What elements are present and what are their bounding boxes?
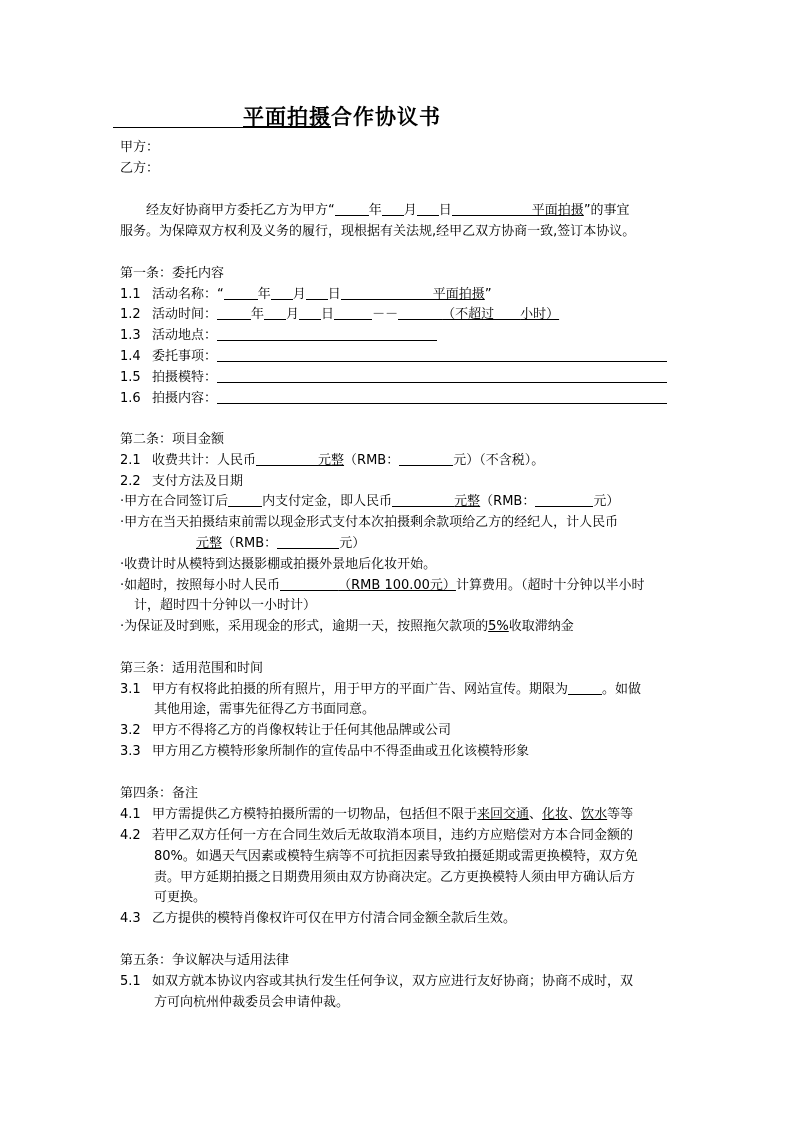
item-4-3 — [120, 909, 516, 929]
month-label: 月 — [286, 307, 300, 322]
payment-bullet-2-line-1: ·甲方在当天拍摄结束前需以现金形式支付本次拍摄剩余款项给乙方的经纪人，计人民币 — [120, 515, 619, 530]
separator: 、 — [568, 807, 582, 822]
event-blank — [341, 285, 433, 300]
item-1-5 — [120, 368, 667, 388]
item-3-1-line-1 — [120, 680, 641, 700]
item-number: 2.2 — [120, 474, 141, 489]
item-label: 活动时间： — [152, 307, 218, 322]
article-1-heading: 第一条：委托内容 — [120, 266, 225, 281]
bullet-text: ·为保证及时到账，采用现金的形式，逾期一天，按照拖欠款项的 — [120, 619, 489, 634]
item-1-6 — [120, 389, 667, 409]
item-4-2-line-2: 80%。如遇天气因素或模特生病等不可抗拒因素导致拍摄延期或需更换模特，双方免 — [154, 849, 638, 864]
payment-bullet-2-line-2 — [196, 534, 365, 554]
item-number: 1.6 — [120, 391, 141, 406]
rmb-blank — [277, 534, 339, 549]
event-blank — [452, 201, 532, 216]
day-label: 日 — [327, 287, 341, 302]
hourly-rate: （RMB 100.00元） — [338, 578, 456, 593]
item-4-2-line-3: 责。甲方延期拍摄之日期费用须由双方协商决定。乙方更换模特人须由甲方确认后方 — [154, 870, 636, 885]
time-blank — [398, 305, 442, 320]
yuan-label: 元整 — [318, 453, 345, 468]
item-number: 4.1 — [120, 807, 141, 822]
intro-text-end: ”的事宜 — [583, 203, 630, 218]
intro-line-1 — [146, 201, 630, 221]
item-number: 1.1 — [120, 287, 141, 302]
intro-line-2: 服务。为保障双方权利及义务的履行，现根据有关法规,经甲乙双方协商一致,签订本协议。 — [120, 224, 636, 239]
party-a-line: 甲方： — [120, 140, 160, 155]
event-name: 平面拍摄 — [531, 203, 584, 218]
hour-label: 小时） — [520, 307, 560, 322]
payment-bullet-3: ·收费计时从模特到达摄影棚或拍摄外景地后化妆开始。 — [120, 557, 437, 572]
item-label: 活动地点： — [152, 328, 218, 343]
time-blank — [334, 305, 372, 320]
model-blank — [217, 368, 667, 383]
item-text-end: 等等 — [607, 807, 634, 822]
bullet-text: 内支付定金，即人民币 — [262, 494, 393, 509]
item-label: 委托事项： — [152, 349, 218, 364]
event-name: 平面拍摄 — [432, 287, 485, 302]
item-3-1-line-2: 其他用途，需事先征得乙方书面同意。 — [154, 702, 376, 717]
content-blank — [217, 389, 667, 404]
item-number: 1.4 — [120, 349, 141, 364]
item-number: 3.3 — [120, 744, 141, 759]
term-blank — [568, 680, 602, 695]
year-label: 年 — [257, 287, 271, 302]
dash: －－ — [372, 307, 399, 322]
year-label: 年 — [368, 203, 382, 218]
month-blank — [382, 201, 404, 216]
day-blank — [417, 201, 439, 216]
rmb-label: （RMB： — [344, 453, 400, 468]
item-number: 1.2 — [120, 307, 141, 322]
item-underlined: 来回交通 — [477, 807, 530, 822]
days-blank — [228, 492, 262, 507]
location-blank — [217, 326, 437, 341]
item-label: 支付方法及日期 — [152, 474, 244, 489]
item-3-2 — [120, 721, 451, 741]
item-number: 5.1 — [120, 974, 141, 989]
hour-blank — [494, 305, 520, 320]
item-number: 3.1 — [120, 682, 141, 697]
payment-bullet-1 — [120, 492, 619, 512]
month-label: 月 — [403, 203, 417, 218]
item-number: 4.2 — [120, 828, 141, 843]
bullet-text: 计算费用。（超时十分钟以半小时 — [455, 578, 645, 593]
bullet-text-end: 元） — [593, 494, 620, 509]
payment-bullet-5 — [120, 617, 574, 637]
item-1-3 — [120, 326, 437, 346]
item-number: 1.3 — [120, 328, 141, 343]
item-text: 甲方需提供乙方模特拍摄所需的一切物品，包括但不限于 — [152, 807, 478, 822]
article-2-heading: 第二条：项目金额 — [120, 432, 225, 447]
day-label: 日 — [321, 307, 335, 322]
item-number: 4.3 — [120, 911, 141, 926]
duration-note: （不超过 — [442, 307, 495, 322]
item-text-end: 。如做 — [602, 682, 642, 697]
item-text: 甲方用乙方模特形象所制作的宣传品中不得歪曲或丑化该模特形象 — [152, 744, 530, 759]
year-blank — [217, 305, 251, 320]
rmb-label: （RMB： — [480, 494, 536, 509]
item-number: 3.2 — [120, 723, 141, 738]
item-2-1 — [120, 451, 544, 471]
amount-blank — [256, 451, 318, 466]
item-underlined: 饮水 — [581, 807, 608, 822]
bullet-text: ·如超时，按照每小时人民币 — [120, 578, 281, 593]
deposit-blank — [392, 492, 454, 507]
intro-text: 经友好协商甲方委托乙方为甲方“ — [146, 203, 335, 218]
item-text: 乙方提供的模特肖像权许可仅在甲方付清合同金额全款后生效。 — [152, 911, 517, 926]
bullet-text-end: 元） — [339, 536, 366, 551]
bullet-text-end: 收取滞纳金 — [508, 619, 574, 634]
title-rest: 合作协议书 — [331, 104, 441, 129]
item-1-2 — [120, 305, 559, 325]
article-3-heading: 第三条：适用范围和时间 — [120, 661, 264, 676]
item-5-1-line-2: 方可向杭州仲裁委员会申请仲裁。 — [154, 995, 350, 1010]
month-label: 月 — [292, 287, 306, 302]
item-5-1-line-1 — [120, 972, 633, 992]
rmb-blank — [399, 451, 453, 466]
matter-blank — [217, 347, 667, 362]
item-4-1 — [120, 805, 633, 825]
payment-bullet-4-line-1 — [120, 576, 644, 596]
item-label: 活动名称：“ — [152, 287, 224, 302]
quote-end: ” — [484, 287, 492, 302]
title-blank — [113, 103, 243, 128]
article-4-heading: 第四条：备注 — [120, 786, 199, 801]
item-underlined: 化妆 — [542, 807, 569, 822]
item-label: 拍摄模特： — [152, 370, 218, 385]
item-1-1 — [120, 285, 492, 305]
yuan-label: 元整 — [454, 494, 481, 509]
payment-bullet-4-line-2: 计，超时四十分钟以一小时计） — [134, 598, 317, 613]
document-title — [113, 101, 453, 131]
fee-text-end: 元）（不含税）。 — [453, 453, 545, 468]
separator: 、 — [529, 807, 543, 822]
year-blank — [224, 285, 258, 300]
bullet-text: ·甲方在合同签订后 — [120, 494, 229, 509]
title-underlined-part: 平面拍摄 — [243, 104, 331, 129]
article-5-heading: 第五条：争议解决与适用法律 — [120, 953, 290, 968]
rmb-label: （RMB： — [222, 536, 278, 551]
month-blank — [271, 285, 293, 300]
day-blank — [306, 285, 328, 300]
month-blank — [264, 305, 286, 320]
item-text: 甲方有权将此拍摄的所有照片，用于甲方的平面广告、网站宣传。期限为 — [152, 682, 569, 697]
day-label: 日 — [438, 203, 452, 218]
item-1-4 — [120, 347, 667, 367]
item-number: 2.1 — [120, 453, 141, 468]
item-2-2 — [120, 472, 243, 492]
late-fee-rate: 5% — [488, 619, 509, 634]
day-blank — [299, 305, 321, 320]
party-b-line: 乙方： — [120, 161, 160, 176]
rmb-blank — [535, 492, 593, 507]
item-4-2-line-4: 可更换。 — [154, 890, 207, 905]
item-text: 如双方就本协议内容或其执行发生任何争议，双方应进行友好协商；协商不成时，双 — [152, 974, 634, 989]
hourly-blank — [280, 576, 338, 591]
fee-text: 收费共计：人民币 — [152, 453, 257, 468]
item-4-2-line-1 — [120, 826, 633, 846]
item-text: 甲方不得将乙方的肖像权转让于任何其他品牌或公司 — [152, 723, 452, 738]
item-label: 拍摄内容： — [152, 391, 218, 406]
year-label: 年 — [251, 307, 265, 322]
year-blank — [335, 201, 369, 216]
item-text: 若甲乙双方任何一方在合同生效后无故取消本项目，违约方应赔偿对方本合同金额的 — [152, 828, 634, 843]
yuan-label: 元整 — [196, 536, 223, 551]
item-3-3 — [120, 742, 529, 762]
item-number: 1.5 — [120, 370, 141, 385]
